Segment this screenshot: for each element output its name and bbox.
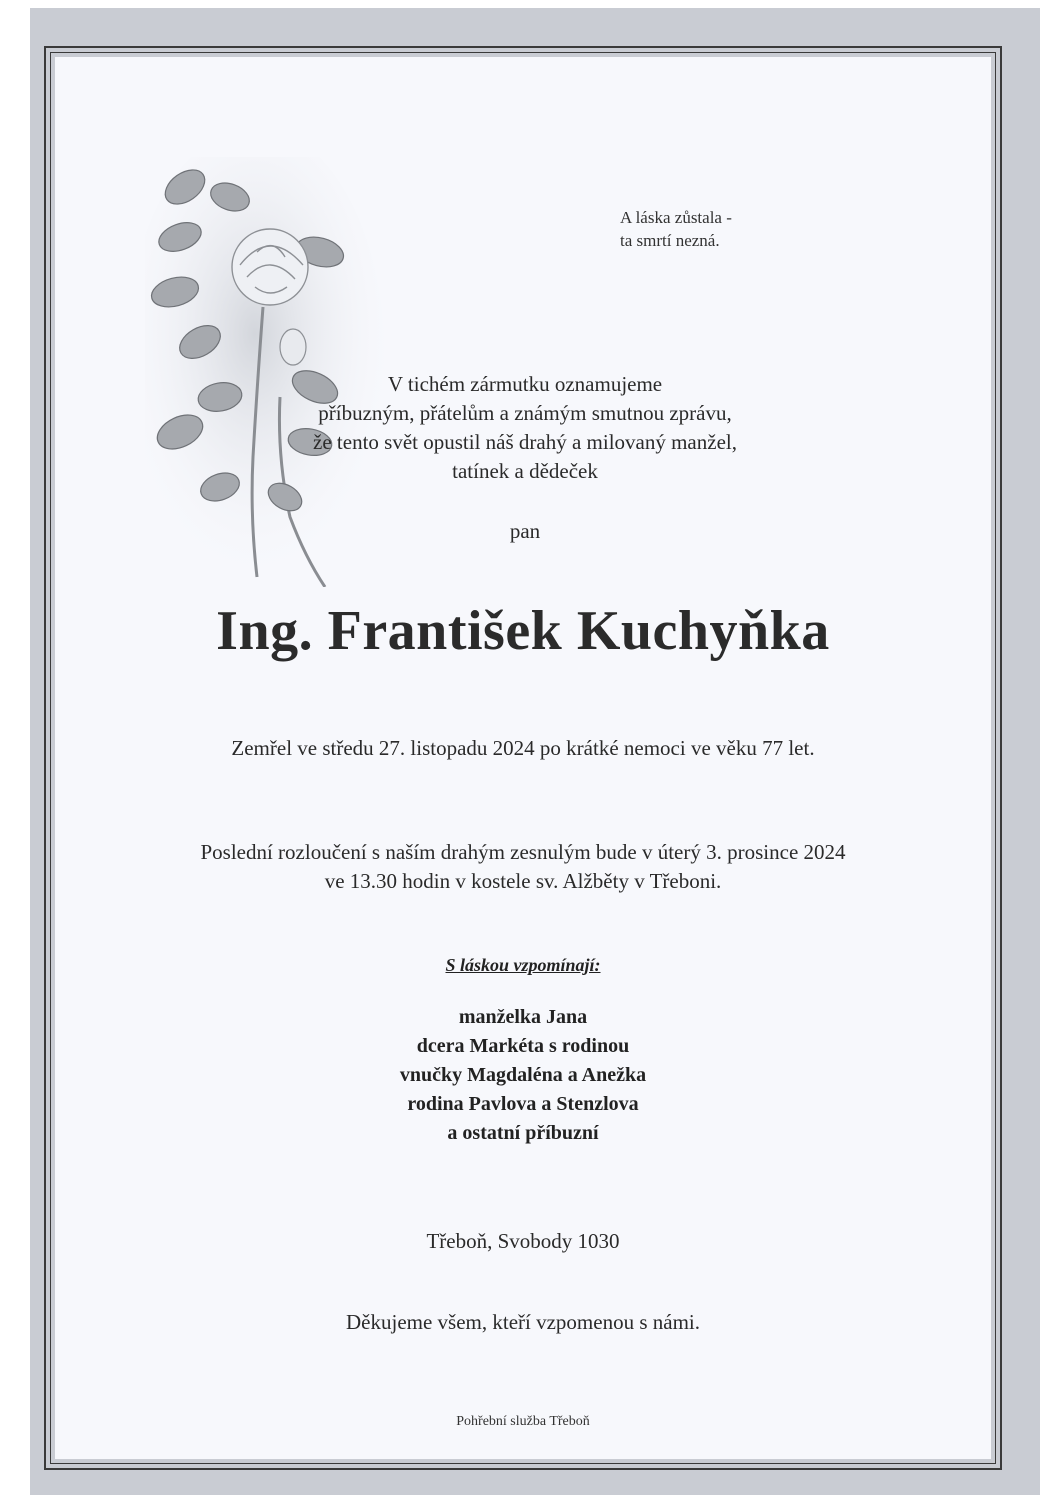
announcement-line-1: V tichém zármutku oznamujeme — [387, 372, 663, 396]
mourner-item: rodina Pavlova a Stenzlova — [407, 1093, 639, 1115]
motto — [620, 206, 732, 252]
address: Třeboň, Svobody 1030 — [426, 1229, 620, 1253]
thanks: Děkujeme všem, kteří vzpomenou s námi. — [346, 1310, 700, 1334]
death-notice: Zemřel ve středu 27. listopadu 2024 po krátké nemoci ve věku 77 let. — [231, 736, 815, 760]
mourner-item: a ostatní příbuzní — [447, 1122, 599, 1144]
farewell-line-2: ve 13.30 hodin v kostele sv. Alžběty v Třeboni. — [324, 869, 722, 893]
mourners-list — [55, 1003, 991, 1148]
obituary-paper — [55, 57, 991, 1459]
announcement — [225, 370, 825, 486]
deceased-name: Ing. František Kuchyňka — [216, 600, 830, 662]
farewell — [55, 838, 991, 896]
motto-line-2: ta smrtí nezná. — [620, 231, 720, 250]
announcement-line-4: tatínek a dědeček — [452, 459, 598, 483]
mourner-item: dcera Markéta s rodinou — [416, 1035, 630, 1057]
announcement-line-3: že tento svět opustil náš drahý a milovaný manžel, — [313, 430, 737, 454]
honorific: pan — [509, 519, 541, 543]
mourner-item: vnučky Magdaléna a Anežka — [399, 1064, 647, 1086]
farewell-line-1: Poslední rozloučení s naším drahým zesnulým bude v úterý 3. prosince 2024 — [200, 840, 846, 864]
mourner-item: manželka Jana — [458, 1006, 588, 1028]
mourners-heading: S láskou vzpomínají: — [445, 955, 601, 975]
funeral-service: Pohřební služba Třeboň — [456, 1414, 590, 1429]
motto-line-1: A láska zůstala - — [620, 208, 732, 227]
announcement-line-2: příbuzným, přátelům a známým smutnou zprávu, — [318, 401, 732, 425]
